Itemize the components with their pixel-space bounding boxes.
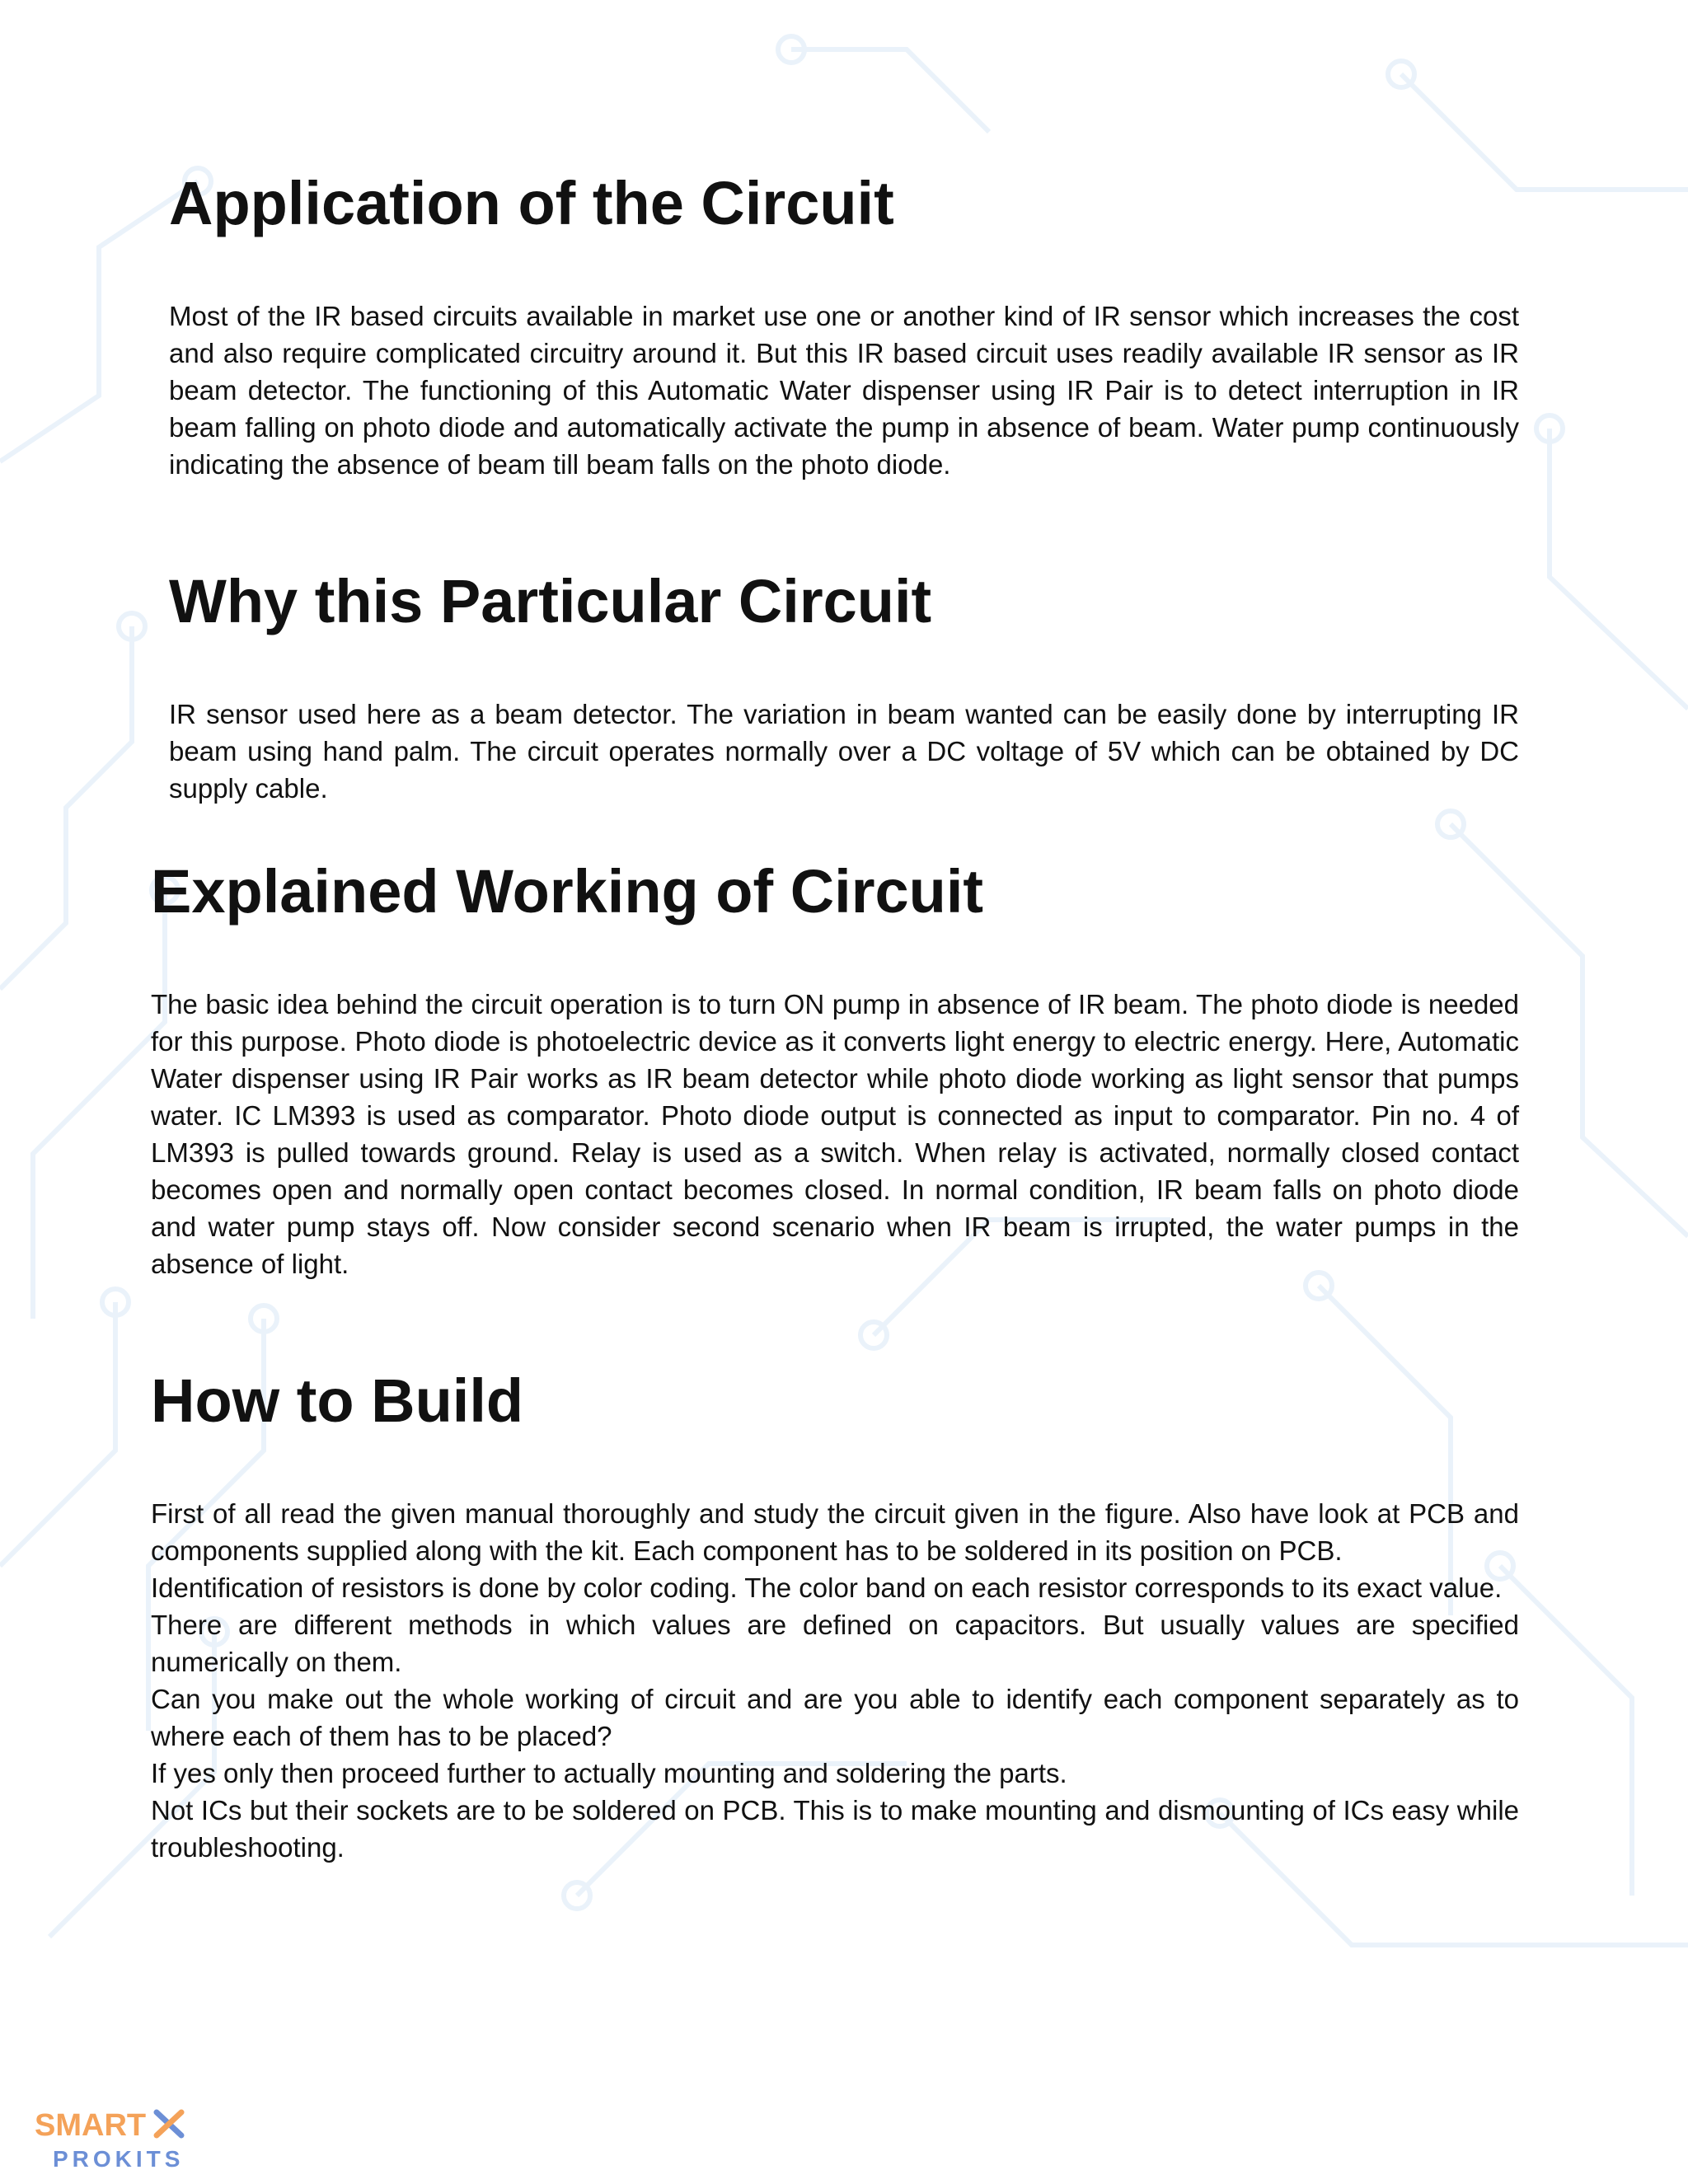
section-heading: How to Build	[151, 1366, 524, 1435]
section-paragraph: Can you make out the whole working of circuit and are you able to identify each component separately as to where each of them has to be placed?	[151, 1684, 1519, 1751]
section-paragraph: Most of the IR based circuits available in market use one or another kind of IR sensor which increases the cost and also require complicated circuitry around it. But this IR based circuit uses readily available IR sensor as IR beam detector. The functioning of this Automatic Water dispenser using IR Pair is to detect interruption in IR beam falling on photo diode and automatically activate the pump in absence of beam. Water pump continuously indicating the absence of beam till beam falls on the photo diode.	[169, 301, 1519, 480]
section-explained-working	[151, 857, 1519, 1282]
section-paragraph: IR sensor used here as a beam detector. The variation in beam wanted can be easily done by interrupting IR beam using hand palm. The circuit operates normally over a DC voltage of 5V which can be obtained by DC supply cable.	[169, 699, 1519, 804]
section-heading: Why this Particular Circuit	[169, 567, 932, 635]
section-paragraph: There are different methods in which values are defined on capacitors. But usually values are specified numerically on them.	[151, 1610, 1519, 1677]
section-paragraph: The basic idea behind the circuit operation is to turn ON pump in absence of IR beam. The photo diode is needed for this purpose. Photo diode is photoelectric device as it converts light energy to electric energy. Here, Automatic Water dispenser using IR Pair works as IR beam detector while photo diode working as light sensor that pumps water. IC LM393 is used as comparator. Photo diode output is connected as input to comparator. Pin no. 4 of LM393 is pulled towards ground. Relay is used as a switch. When relay is activated, normally closed contact becomes open and normally open contact becomes closed. In normal condition, IR beam falls on photo diode and water pump stays off. Now consider second scenario when IR beam is irrupted, the water pumps in the absence of light.	[151, 989, 1519, 1279]
section-how-to-build	[151, 1366, 1519, 1866]
svg-text:SMART: SMART	[35, 2108, 147, 2143]
svg-text:PROKITS: PROKITS	[53, 2146, 185, 2172]
smartx-prokits-logo	[33, 2106, 206, 2172]
section-application	[169, 169, 1519, 483]
section-why-this-circuit	[169, 567, 1519, 807]
section-heading: Explained Working of Circuit	[151, 857, 984, 926]
section-paragraph: Not ICs but their sockets are to be soldered on PCB. This is to make mounting and dismounting of ICs easy while troubleshooting.	[151, 1795, 1519, 1863]
x-mark-icon	[157, 2112, 181, 2135]
section-heading: Application of the Circuit	[169, 169, 894, 237]
section-paragraph: First of all read the given manual thoroughly and study the circuit given in the figure. Also have look at PCB and components supplied along with the kit. Each component has to be soldered in its position on PCB.	[151, 1498, 1519, 1566]
section-paragraph: Identification of resistors is done by color coding. The color band on each resistor corresponds to its exact value.	[151, 1572, 1503, 1603]
section-paragraph: If yes only then proceed further to actually mounting and soldering the parts.	[151, 1758, 1067, 1788]
